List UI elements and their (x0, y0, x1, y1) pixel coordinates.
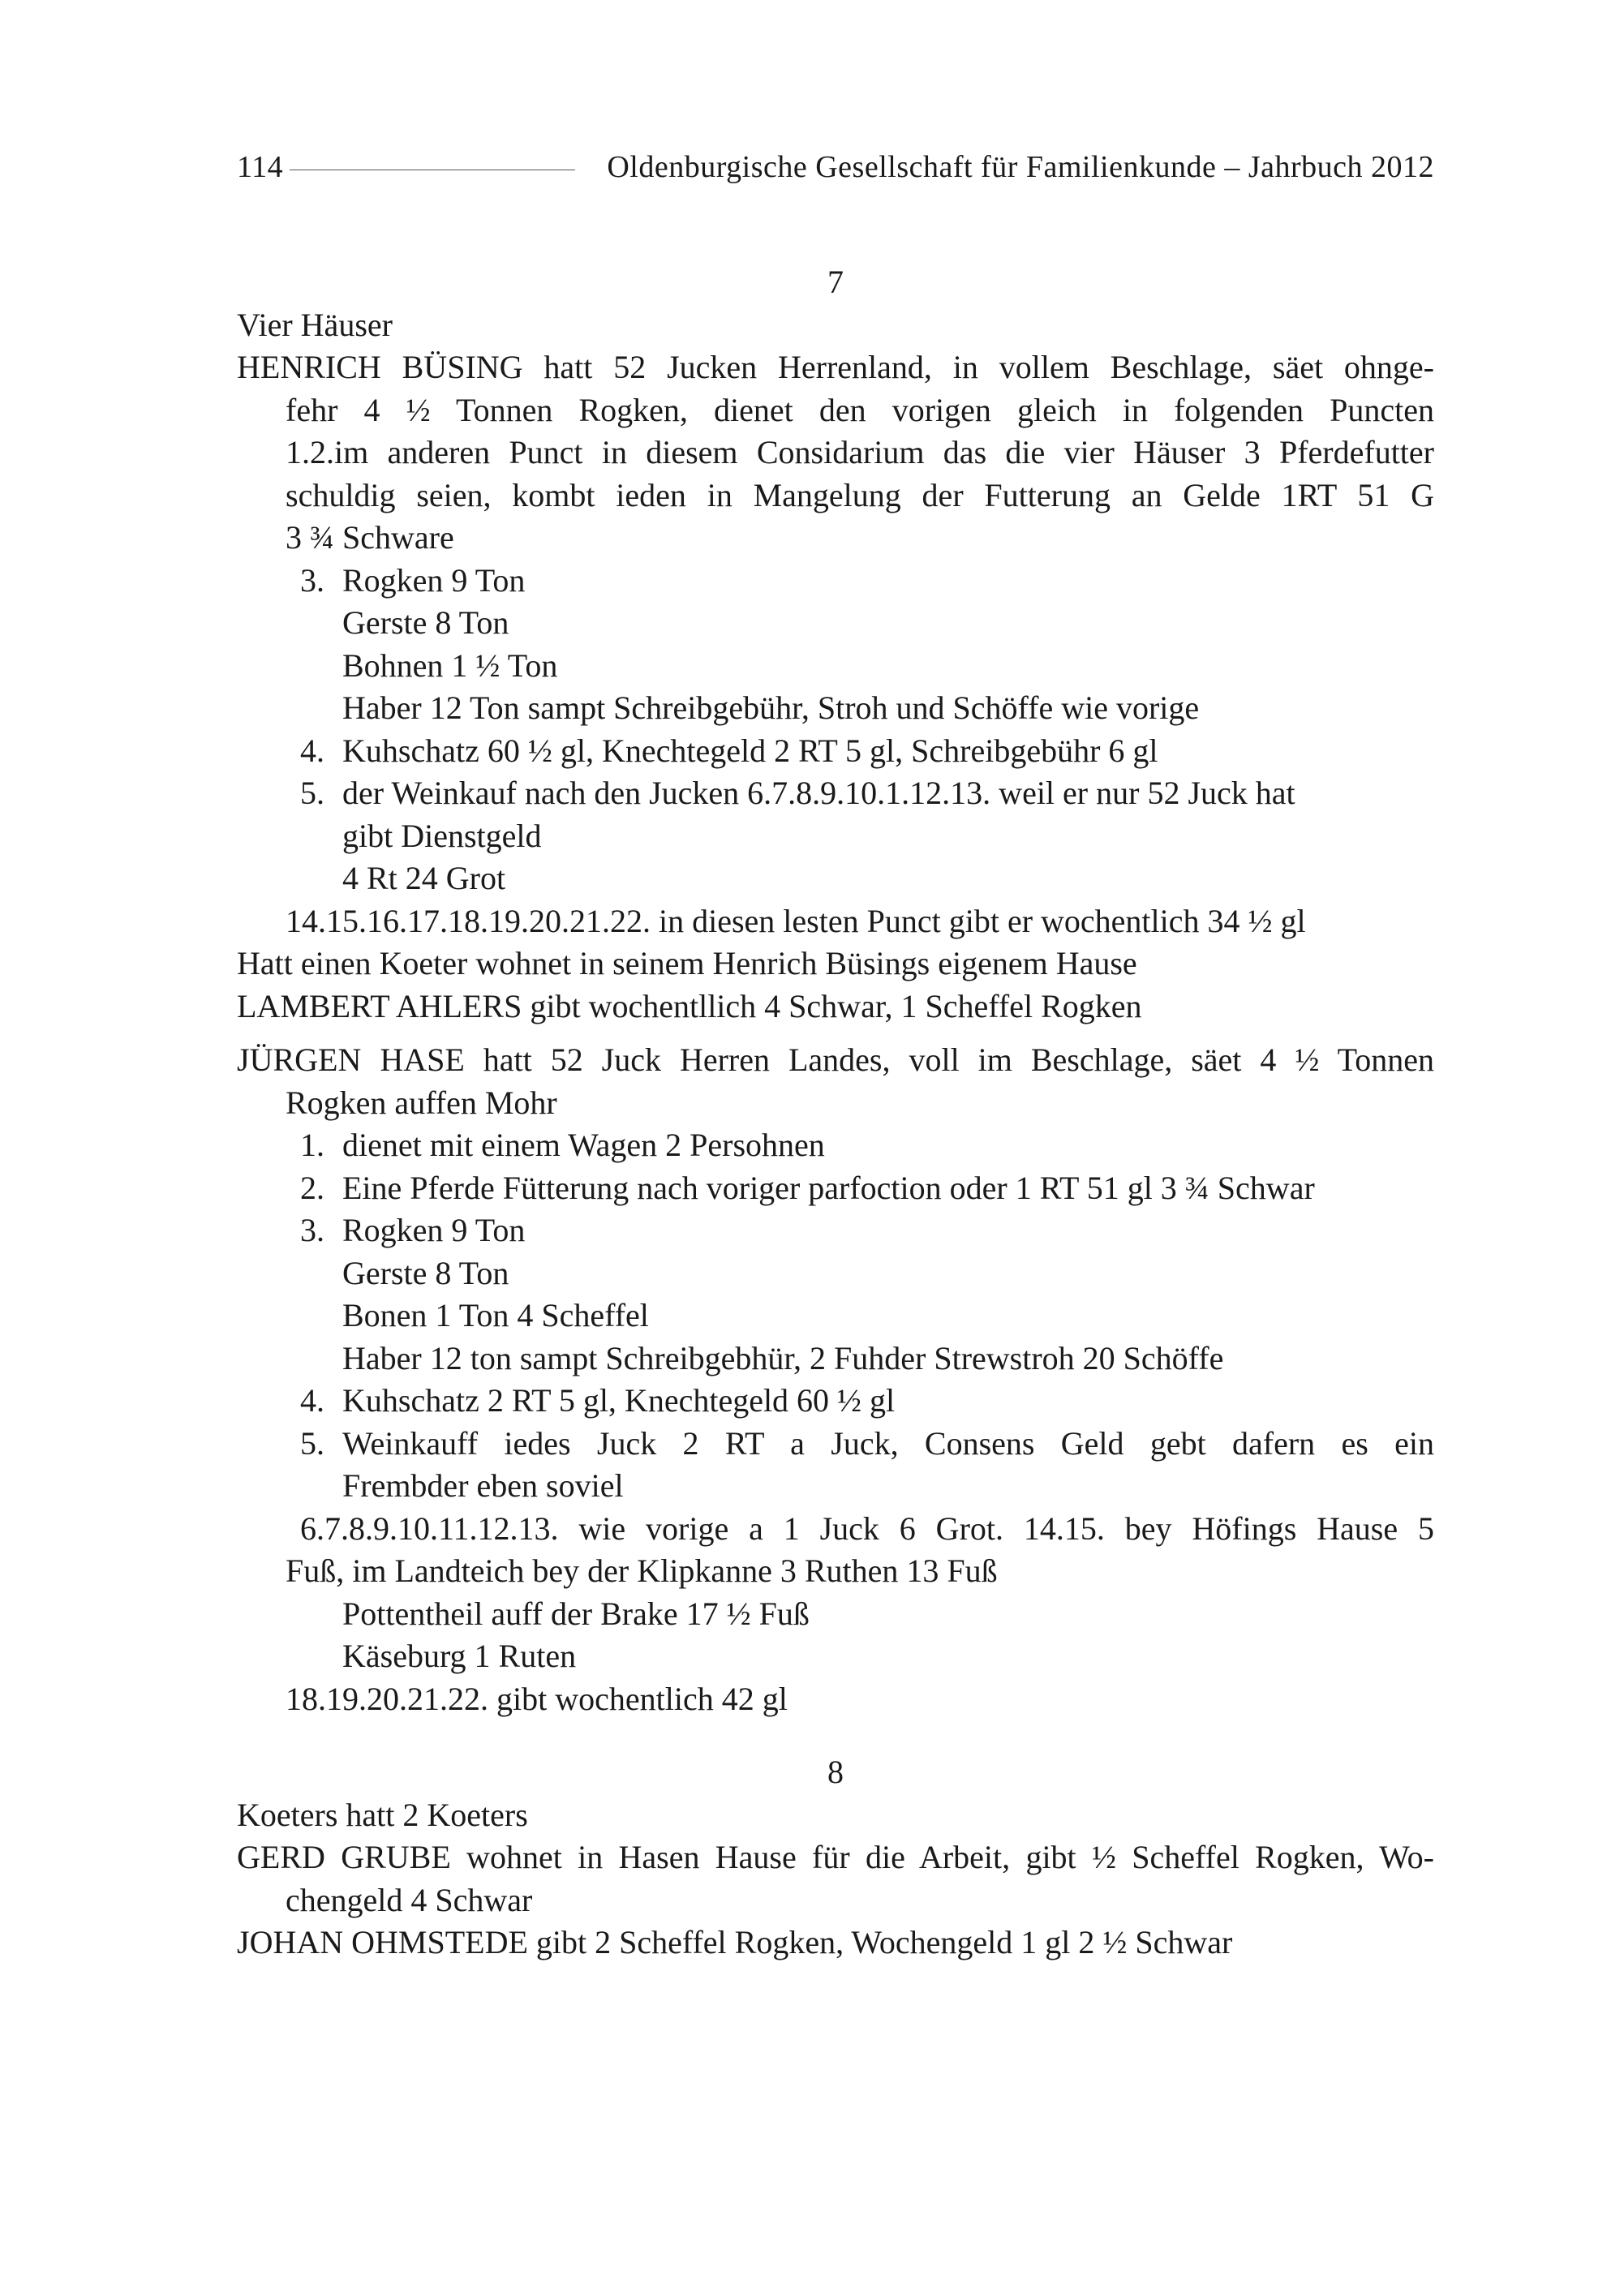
text-line: 6.7.8.9.10.11.12.13. wie vorige a 1 Juck 6 Grot. 14.15. bey Höfings Hause 5 (300, 1509, 1434, 1547)
list-item (237, 1124, 1434, 1167)
text-line: chengeld 4 Schwar (286, 1881, 533, 1918)
list-item (237, 1423, 1434, 1466)
item-number: 4. (300, 732, 324, 769)
text-line: Bohnen 1 ½ Ton (342, 646, 558, 684)
section-heading: Vier Häuser (237, 306, 393, 343)
paragraph-gap (237, 1028, 1434, 1039)
item-number: 5. (300, 775, 324, 811)
section-heading: Koeters hatt 2 Koeters (237, 1796, 528, 1833)
text-line: 3 ¾ Schware (286, 519, 454, 556)
item-text: Rogken 9 Ton (342, 561, 526, 599)
text-line: 14.15.16.17.18.19.20.21.22. in diesen lesten Punct gibt er wochentlich 34 ½ gl (286, 902, 1306, 939)
text-line: Gerste 8 Ton (342, 1254, 509, 1291)
text-line: Haber 12 Ton sampt Schreibgebühr, Stroh und Schöffe wie vorige (342, 689, 1200, 726)
item-number: 5. (300, 1424, 324, 1462)
item-number: 4. (300, 1382, 324, 1419)
text-line: Haber 12 ton sampt Schreibgebhür, 2 Fuhder Strewstroh 20 Schöffe (342, 1339, 1224, 1376)
text-line: JÜRGEN HASE hatt 52 Juck Herren Landes, voll im Beschlage, säet 4 ½ Tonnen (237, 1041, 1434, 1078)
text-line: 18.19.20.21.22. gibt wochentlich 42 gl (286, 1680, 788, 1717)
text-line: HENRICH BÜSING hatt 52 Jucken Herrenland, in vollem Beschlage, säet ohnge- (237, 349, 1434, 385)
text-line: fehr 4 ½ Tonnen Rogken, dienet den vorigen gleich in folgenden Puncten (286, 391, 1434, 428)
item-text: Rogken 9 Ton (342, 1212, 526, 1248)
item-text: Weinkauff iedes Juck 2 RT a Juck, Consens Geld gebt dafern es ein (342, 1424, 1434, 1462)
section-gap (237, 1720, 1434, 1751)
text-line: schuldig seien, kombt ieden in Mangelung der Futterung an Gelde 1RT 51 G (286, 476, 1434, 513)
text-line: Käseburg 1 Ruten (342, 1638, 577, 1674)
item-number: 1. (300, 1127, 324, 1163)
text-line: Gerste 8 Ton (342, 604, 509, 641)
list-item (237, 1167, 1434, 1210)
list-item (237, 730, 1434, 773)
item-text: der Weinkauf nach den Jucken 6.7.8.9.10.1.12.13. weil er nur 52 Juck hat (342, 775, 1295, 811)
text-line: GERD GRUBE wohnet in Hasen Hause für die Arbeit, gibt ½ Scheffel Rogken, Wo- (237, 1839, 1434, 1875)
page-number: 114 (237, 150, 284, 184)
text-line: LAMBERT AHLERS gibt wochentllich 4 Schwar, 1 Scheffel Rogken (237, 987, 1142, 1024)
text-line: Bonen 1 Ton 4 Scheffel (342, 1297, 649, 1333)
text-line: Frembder eben soviel (342, 1467, 624, 1504)
text-line: Hatt einen Koeter wohnet in seinem Henrich Büsings eigenem Hause (237, 945, 1137, 981)
item-number: 3. (300, 1212, 324, 1248)
list-item (237, 560, 1434, 603)
page (237, 0, 1434, 2293)
list-item (237, 1209, 1434, 1252)
text-line: Pottentheil auff der Brake 17 ½ Fuß (342, 1595, 810, 1632)
text-line: Rogken auffen Mohr (286, 1084, 557, 1121)
item-number: 2. (300, 1169, 324, 1206)
text-line: 1.2.im anderen Punct in diesem Considarium das die vier Häuser 3 Pferdefutter (286, 434, 1434, 470)
item-text: dienet mit einem Wagen 2 Persohnen (342, 1127, 825, 1163)
list-item (237, 1380, 1434, 1423)
item-text: Eine Pferde Fütterung nach voriger parfoction oder 1 RT 51 gl 3 ¾ Schwar (342, 1169, 1315, 1206)
running-title: Oldenburgische Gesellschaft für Familienkunde – Jahrbuch 2012 (607, 150, 1434, 184)
text-line: Fuß, im Landteich bey der Klipkanne 3 Ruthen 13 Fuß (286, 1552, 998, 1589)
section-number: 8 (827, 1754, 844, 1790)
item-number: 3. (300, 561, 324, 599)
text-line: JOHAN OHMSTEDE gibt 2 Scheffel Rogken, Wochengeld 1 gl 2 ½ Schwar (237, 1924, 1233, 1960)
section-number: 7 (827, 264, 844, 300)
text-line: 4 Rt 24 Grot (342, 860, 506, 896)
item-text: Kuhschatz 2 RT 5 gl, Knechtegeld 60 ½ gl (342, 1382, 896, 1419)
body-text (237, 261, 1434, 1965)
item-text: Kuhschatz 60 ½ gl, Knechtegeld 2 RT 5 gl, Schreibgebühr 6 gl (342, 732, 1158, 769)
list-item (237, 772, 1434, 815)
running-header (237, 149, 1434, 198)
text-line: gibt Dienstgeld (342, 817, 542, 854)
